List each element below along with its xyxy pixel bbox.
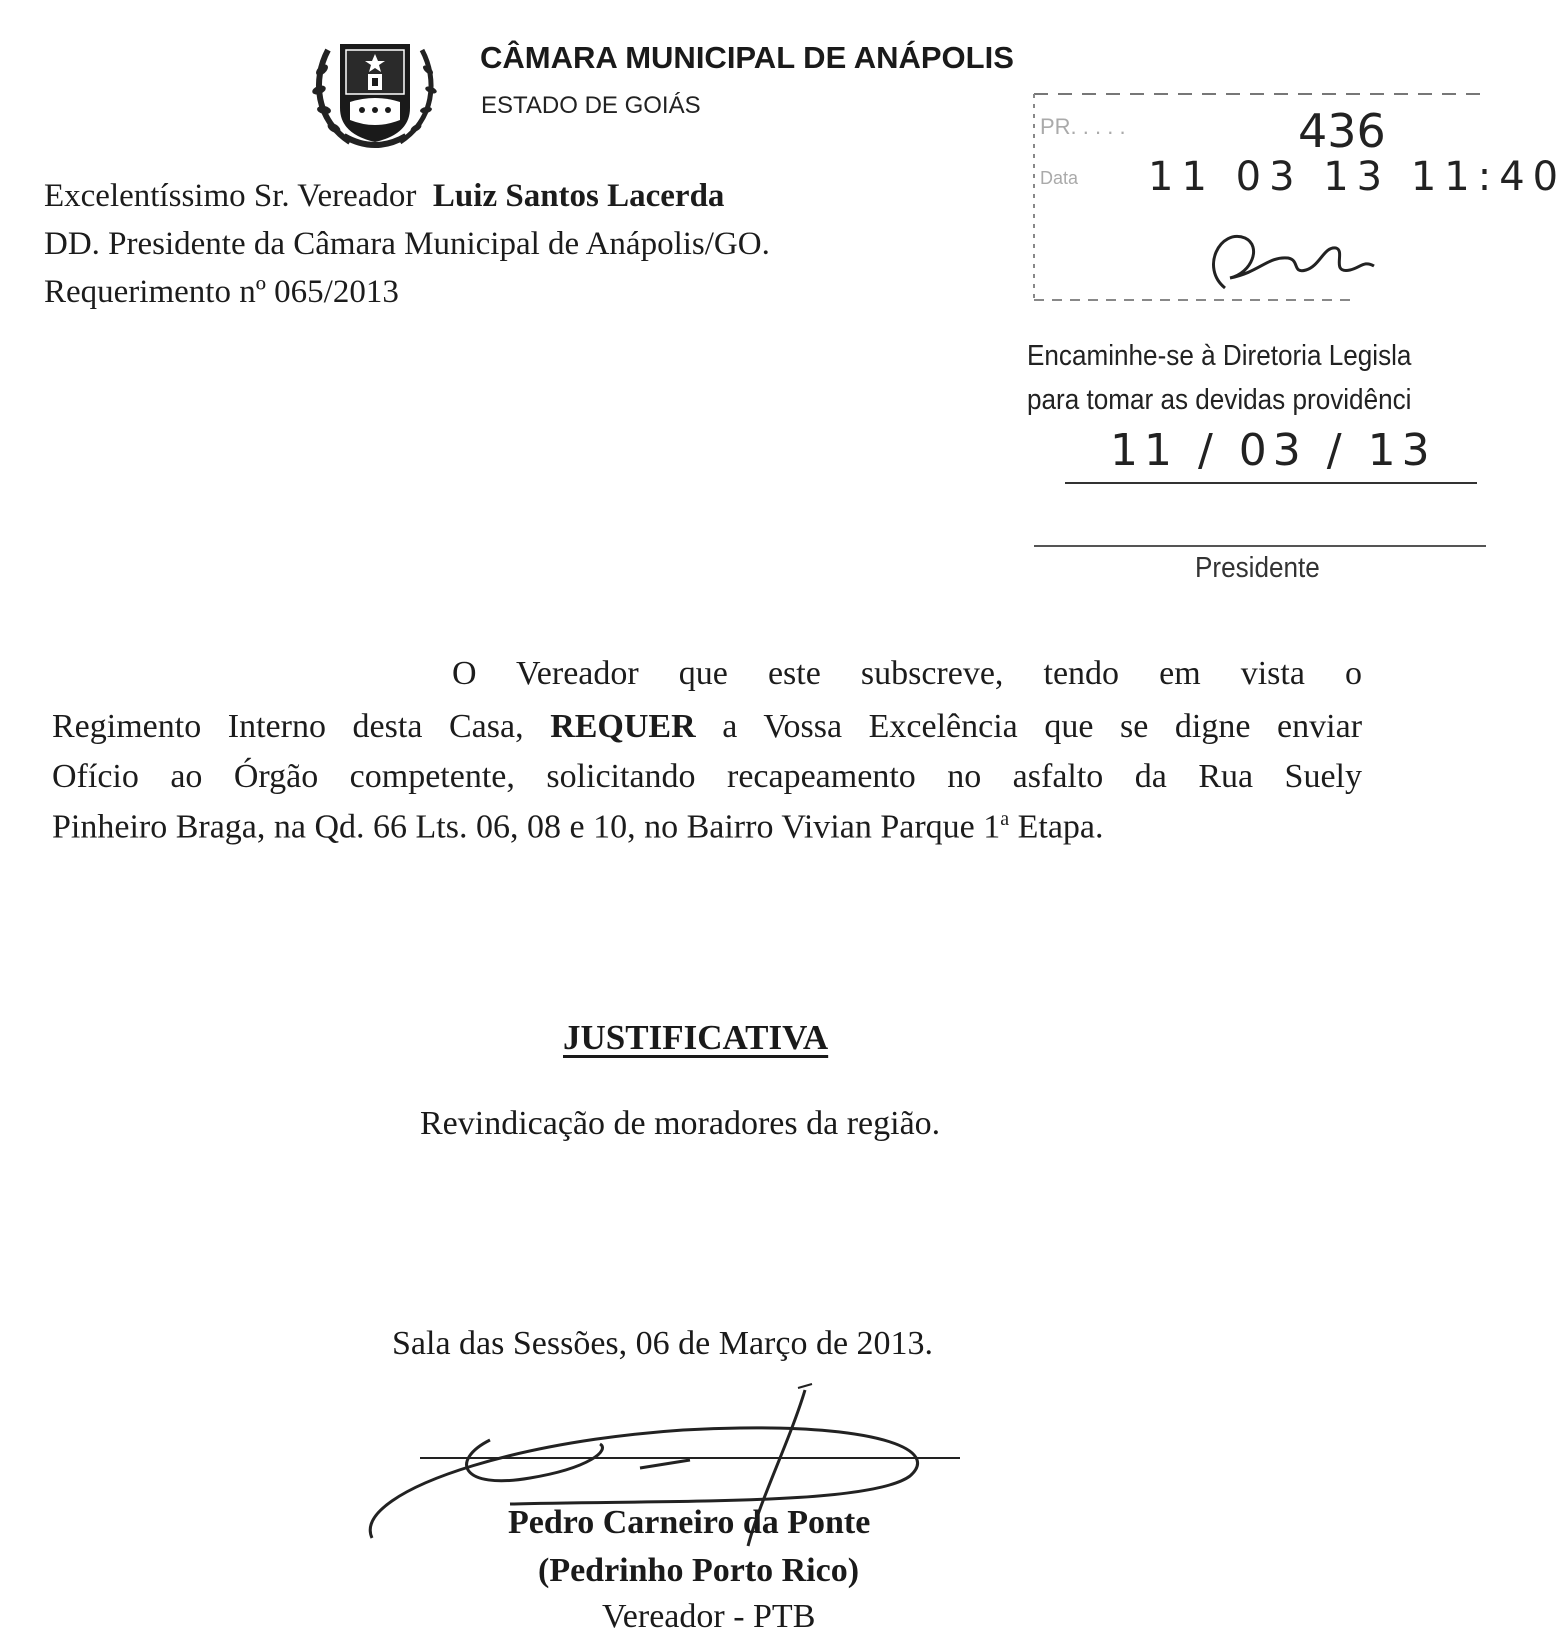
addressee-name: Luiz Santos Lacerda [432,178,725,214]
body-line [52,708,1362,746]
body-text: Pinheiro Braga, na Qd. 66 Lts. 06, 08 e 10, no Bairro Vivian Parque 1 [52,808,1001,846]
request-number: Requerimento nº 065/2013 [44,274,399,310]
body-text: Regimento Interno desta Casa, [52,708,524,745]
addressee-title: DD. Presidente da Câmara Municipal de Anápolis/GO. [44,226,770,262]
svg-text:PR. . . . .: PR. . . . . [1040,114,1126,139]
despacho-date: 11 / 03 / 13 [1110,425,1436,476]
body-keyword: REQUER [550,708,696,745]
protocol-stamp [1030,88,1566,316]
svg-text:Data: Data [1040,168,1079,188]
body-line [52,808,1362,846]
signer-role: Vereador - PTB [602,1598,816,1635]
body-line: O Vereador que este subscreve, tendo em vista o [452,655,1362,692]
justification-heading: JUSTIFICATIVA [563,1018,829,1057]
stamp-protocol-number: 436 [1298,104,1386,158]
despacho-role: Presidente [1195,552,1320,584]
ordinal-superscript: a [1000,808,1010,830]
signer-nickname: (Pedrinho Porto Rico) [538,1552,860,1589]
place-date: Sala das Sessões, 06 de Março de 2013. [392,1325,934,1362]
stamp-date-time: 11 03 13 11:40 [1148,154,1566,200]
signer-name: Pedro Carneiro da Ponte [508,1504,871,1541]
institution-title: CÂMARA MUNICIPAL DE ANÁPOLIS [480,40,1014,75]
addressee-line [44,178,724,215]
body-text: a Vossa Excelência que se digne enviar [722,708,1363,745]
justification-text: Revindicação de moradores da região. [420,1105,941,1142]
addressee-salutation: Excelentíssimo Sr. Vereador [44,178,417,214]
body-text: Etapa. [1009,808,1104,846]
despacho-line: para tomar as devidas providênci [1027,384,1412,416]
crest-logo [310,30,440,158]
despacho-signature-rule [1034,545,1486,547]
institution-subtitle: ESTADO DE GOIÁS [481,92,701,119]
despacho-line: Encaminhe-se à Diretoria Legisla [1027,340,1412,372]
despacho-date-rule [1065,482,1477,484]
body-line: Ofício ao Órgão competente, solicitando recapeamento no asfalto da Rua Suely [52,758,1362,795]
stamp-border [1030,88,1485,316]
